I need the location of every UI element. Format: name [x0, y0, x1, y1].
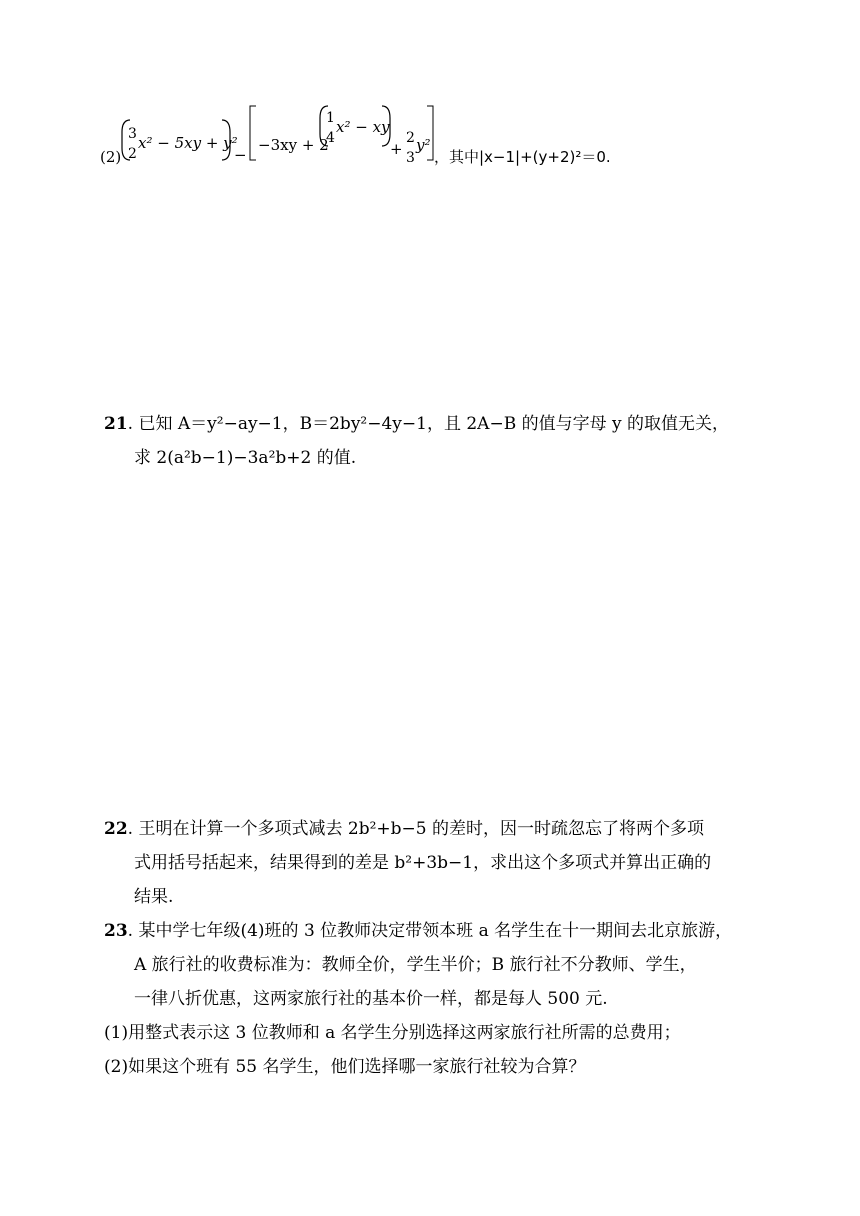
problem-text: . 某中学七年级(4)班的 3 位教师决定带领本班 a 名学生在十一期间去北京旅游， — [127, 921, 733, 941]
formula-20-2 — [100, 104, 660, 174]
term-2: −3xy + 2 — [258, 136, 329, 154]
problem-number: 21 — [104, 414, 128, 434]
fraction-numerator: 3 — [128, 126, 137, 142]
problem-23-sub-2: (2)如果这个班有 55 名学生，他们选择哪一家旅行社较为合算？ — [104, 1057, 586, 1077]
problem-21-line-1 — [104, 413, 729, 435]
problem-22-line-1 — [104, 818, 704, 840]
problem-22-line-2: 式用括号括起来，结果得到的差是 b²+3b−1，求出这个多项式并算出正确的 — [134, 853, 712, 873]
problem-22-line-3: 结果. — [134, 887, 174, 907]
problem-21-line-2: 求 2(a²b−1)−3a²b+2 的值. — [134, 448, 357, 468]
fraction-denominator: 3 — [406, 150, 415, 166]
term-4: y² — [416, 136, 431, 154]
plus-sign: + — [390, 140, 403, 158]
problem-text: . 已知 A＝y²−ay−1，B＝2by²−4y−1，且 2A−B 的值与字母 y 的取值无关， — [127, 414, 730, 434]
problem-text: . 王明在计算一个多项式减去 2b²+b−5 的差时，因一时疏忽忘了将两个多项 — [127, 819, 704, 839]
problem-number: 22 — [104, 819, 128, 839]
left-bracket — [250, 106, 256, 160]
fraction-denominator: 2 — [128, 146, 137, 162]
fraction-numerator: 1 — [326, 110, 335, 126]
label-20-2: (2) — [100, 148, 122, 166]
minus-sign: − — [234, 146, 247, 164]
condition-text: ，其中|x−1|+(y+2)²＝0. — [434, 148, 611, 166]
term-3: x² − xy — [336, 118, 390, 136]
problem-23-line-1 — [104, 920, 732, 942]
problem-number: 23 — [104, 921, 128, 941]
problem-23-sub-1: (1)用整式表示这 3 位教师和 a 名学生分别选择这两家旅行社所需的总费用； — [104, 1023, 681, 1043]
problem-23-line-3: 一律八折优惠，这两家旅行社的基本价一样，都是每人 500 元. — [134, 989, 608, 1009]
term-1: x² − 5xy + y² — [138, 134, 238, 152]
fraction-denominator: 4 — [326, 130, 335, 146]
problem-23-line-2: A 旅行社的收费标准为：教师全价，学生半价；B 旅行社不分教师、学生， — [134, 955, 697, 975]
fraction-numerator: 2 — [406, 130, 415, 146]
